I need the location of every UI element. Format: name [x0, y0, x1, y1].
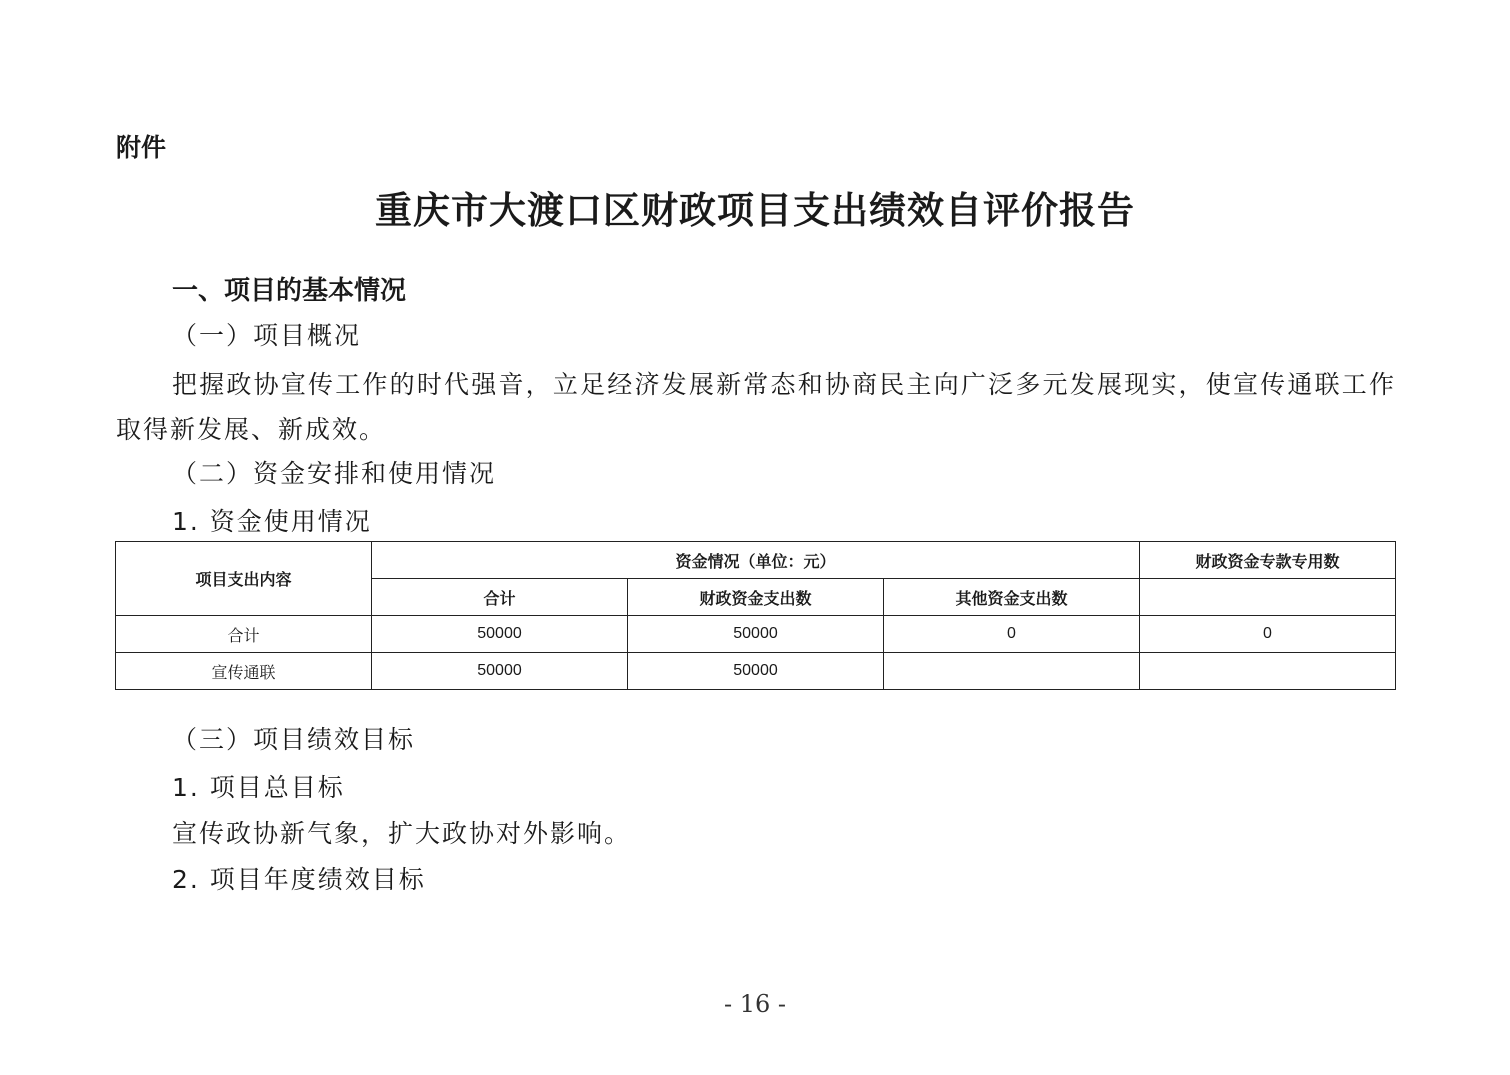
cell-total: 50000 — [372, 653, 628, 690]
cell-item: 合计 — [116, 616, 372, 653]
cell-total: 50000 — [372, 616, 628, 653]
fund-usage-table — [115, 541, 1396, 690]
table-row — [116, 653, 1396, 690]
overall-goal-text: 宣传政协新气象，扩大政协对外影响。 — [172, 819, 632, 848]
header-empty-cell — [1140, 579, 1396, 616]
cell-fiscal: 50000 — [628, 616, 884, 653]
section-heading-basic-info: 一、项目的基本情况 — [172, 276, 407, 306]
cell-other — [884, 653, 1140, 690]
report-title: 重庆市大渡口区财政项目支出绩效自评价报告 — [375, 188, 1135, 232]
table-header-row — [116, 542, 1396, 579]
item-fund-usage: 1. 资金使用情况 — [172, 507, 372, 536]
item-annual-goal: 2. 项目年度绩效目标 — [172, 865, 426, 894]
header-other-spend: 其他资金支出数 — [884, 579, 1140, 616]
subsection-heading-funding: （二）资金安排和使用情况 — [172, 459, 497, 488]
cell-special — [1140, 653, 1396, 690]
cell-item: 宣传通联 — [116, 653, 372, 690]
header-item-content: 项目支出内容 — [116, 542, 372, 616]
header-total: 合计 — [372, 579, 628, 616]
page-number: - 16 - — [723, 990, 786, 1018]
header-fiscal-spend: 财政资金支出数 — [628, 579, 884, 616]
header-funds-group: 资金情况（单位：元） — [372, 542, 1140, 579]
item-overall-goal: 1. 项目总目标 — [172, 773, 345, 802]
table-row — [116, 616, 1396, 653]
overview-paragraph: 把握政协宣传工作的时代强音，立足经济发展新常态和协商民主向广泛多元发展现实，使宣传通联工作取得新发展、新成效。 — [116, 370, 1396, 444]
cell-special: 0 — [1140, 616, 1396, 653]
header-special-use: 财政资金专款专用数 — [1140, 542, 1396, 579]
subsection-heading-goals: （三）项目绩效目标 — [172, 725, 416, 754]
subsection-heading-overview: （一）项目概况 — [172, 321, 362, 350]
cell-other: 0 — [884, 616, 1140, 653]
attachment-label: 附件 — [116, 133, 167, 162]
cell-fiscal: 50000 — [628, 653, 884, 690]
